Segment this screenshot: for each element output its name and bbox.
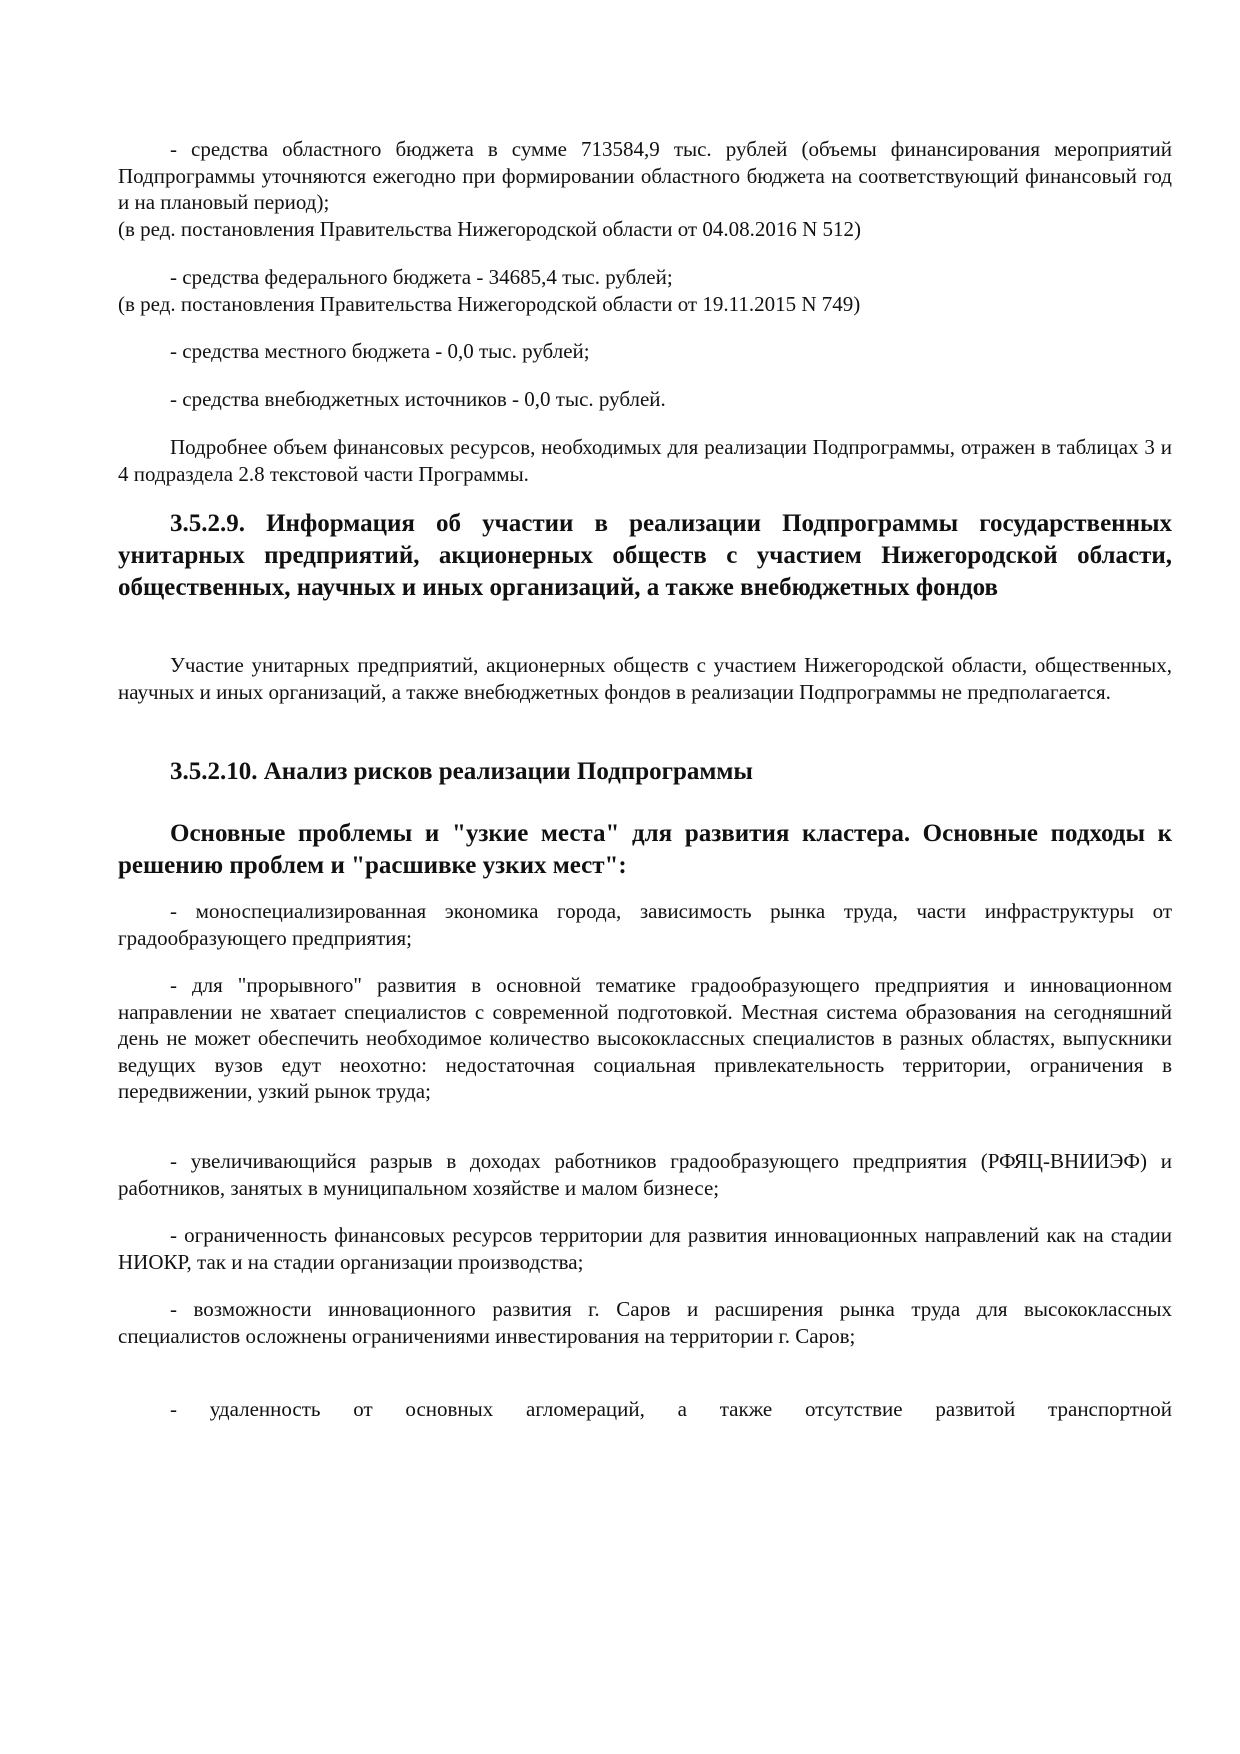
paragraph-text: Подробнее объем финансовых ресурсов, необходимых для реализации Подпрограммы, отражен в таблицах 3 и 4 подраздела 2.8 текстовой части Программы. xyxy=(118,435,1172,486)
paragraph-text: - средства федерального бюджета - 34685,4 тыс. рублей; xyxy=(170,265,673,289)
section-heading-3-5-2-10 xyxy=(118,756,1172,788)
paragraph-extrabudgetary xyxy=(118,386,1172,413)
paragraph-text: Участие унитарных предприятий, акционерных обществ с участием Нижегородской области, общественных, научных и иных организаций, а также внебюджетных фондов в реализации Подпрограммы не предполагается. xyxy=(118,653,1172,704)
list-item-monospecialized xyxy=(118,898,1172,951)
list-item-specialists xyxy=(118,972,1172,1105)
paragraph-text: - средства местного бюджета - 0,0 тыс. рублей; xyxy=(170,339,590,363)
paragraph-regional-budget xyxy=(118,136,1172,242)
list-item: - ограниченность финансовых ресурсов территории для развития инновационных направлений как на стадии НИОКР, так и на стадии организации производства; xyxy=(118,1223,1172,1274)
amendment-note: (в ред. постановления Правительства Нижегородской области от 19.11.2015 N 749) xyxy=(118,291,861,316)
paragraph-local-budget xyxy=(118,338,1172,365)
list-item: - удаленность от основных агломераций, а также отсутствие развитой транспортной xyxy=(170,1397,1172,1421)
list-item: - увеличивающийся разрыв в доходах работников градообразующего предприятия (РФЯЦ-ВНИИЭФ) и работников, занятых в муниципальном хозяйстве и малом бизнесе; xyxy=(118,1149,1172,1200)
section-subheading xyxy=(118,818,1172,882)
list-item-financial-resources xyxy=(118,1222,1172,1275)
list-item: - моноспециализированная экономика города, зависимость рынка труда, части инфраструктуры от градообразующего предприятия; xyxy=(118,899,1172,950)
amendment-note: (в ред. постановления Правительства Нижегородской области от 04.08.2016 N 512) xyxy=(118,216,862,241)
list-item: - возможности инновационного развития г. Саров и расширения рынка труда для высококлассных специалистов осложнены ограничениями инвестирования на территории г. Саров; xyxy=(118,1297,1172,1348)
section-heading: 3.5.2.10. Анализ рисков реализации Подпрограммы xyxy=(170,758,753,785)
section-body-3-5-2-9 xyxy=(118,652,1172,705)
paragraph-text: - средства внебюджетных источников - 0,0 тыс. рублей. xyxy=(170,387,666,411)
paragraph-federal-budget xyxy=(118,264,1172,317)
list-item-investment-limits xyxy=(118,1296,1172,1349)
paragraph-details xyxy=(118,434,1172,487)
paragraph-text: - средства областного бюджета в сумме 713584,9 тыс. рублей (объемы финансирования мероприятий Подпрограммы уточняются ежегодно при формировании областного бюджета на соответствующий финансовый год и на плановый период); xyxy=(118,137,1172,214)
subheading: Основные проблемы и "узкие места" для развития кластера. Основные подходы к решению проблем и "расшивке узких мест": xyxy=(118,820,1172,879)
section-heading-3-5-2-9 xyxy=(118,508,1172,604)
list-item: - для "прорывного" развития в основной тематике градообразующего предприятия и инновационном направлении не хватает специалистов с современной подготовкой. Местная система образования на сегодняшний день не может обеспечить необходимое количество высококлассных специалистов в разных областях, выпускники ведущих вузов едут неохотно: недостаточная социальная привлекательность территории, ограничения в передвижении, узкий рынок труда; xyxy=(118,973,1172,1103)
list-item-remoteness xyxy=(118,1396,1172,1423)
list-item-income-gap xyxy=(118,1148,1172,1201)
section-heading: 3.5.2.9. Информация об участии в реализации Подпрограммы государственных унитарных предприятий, акционерных обществ с участием Нижегородской области, общественных, научных и иных организаций, а также внебюджетных фондов xyxy=(118,510,1172,601)
